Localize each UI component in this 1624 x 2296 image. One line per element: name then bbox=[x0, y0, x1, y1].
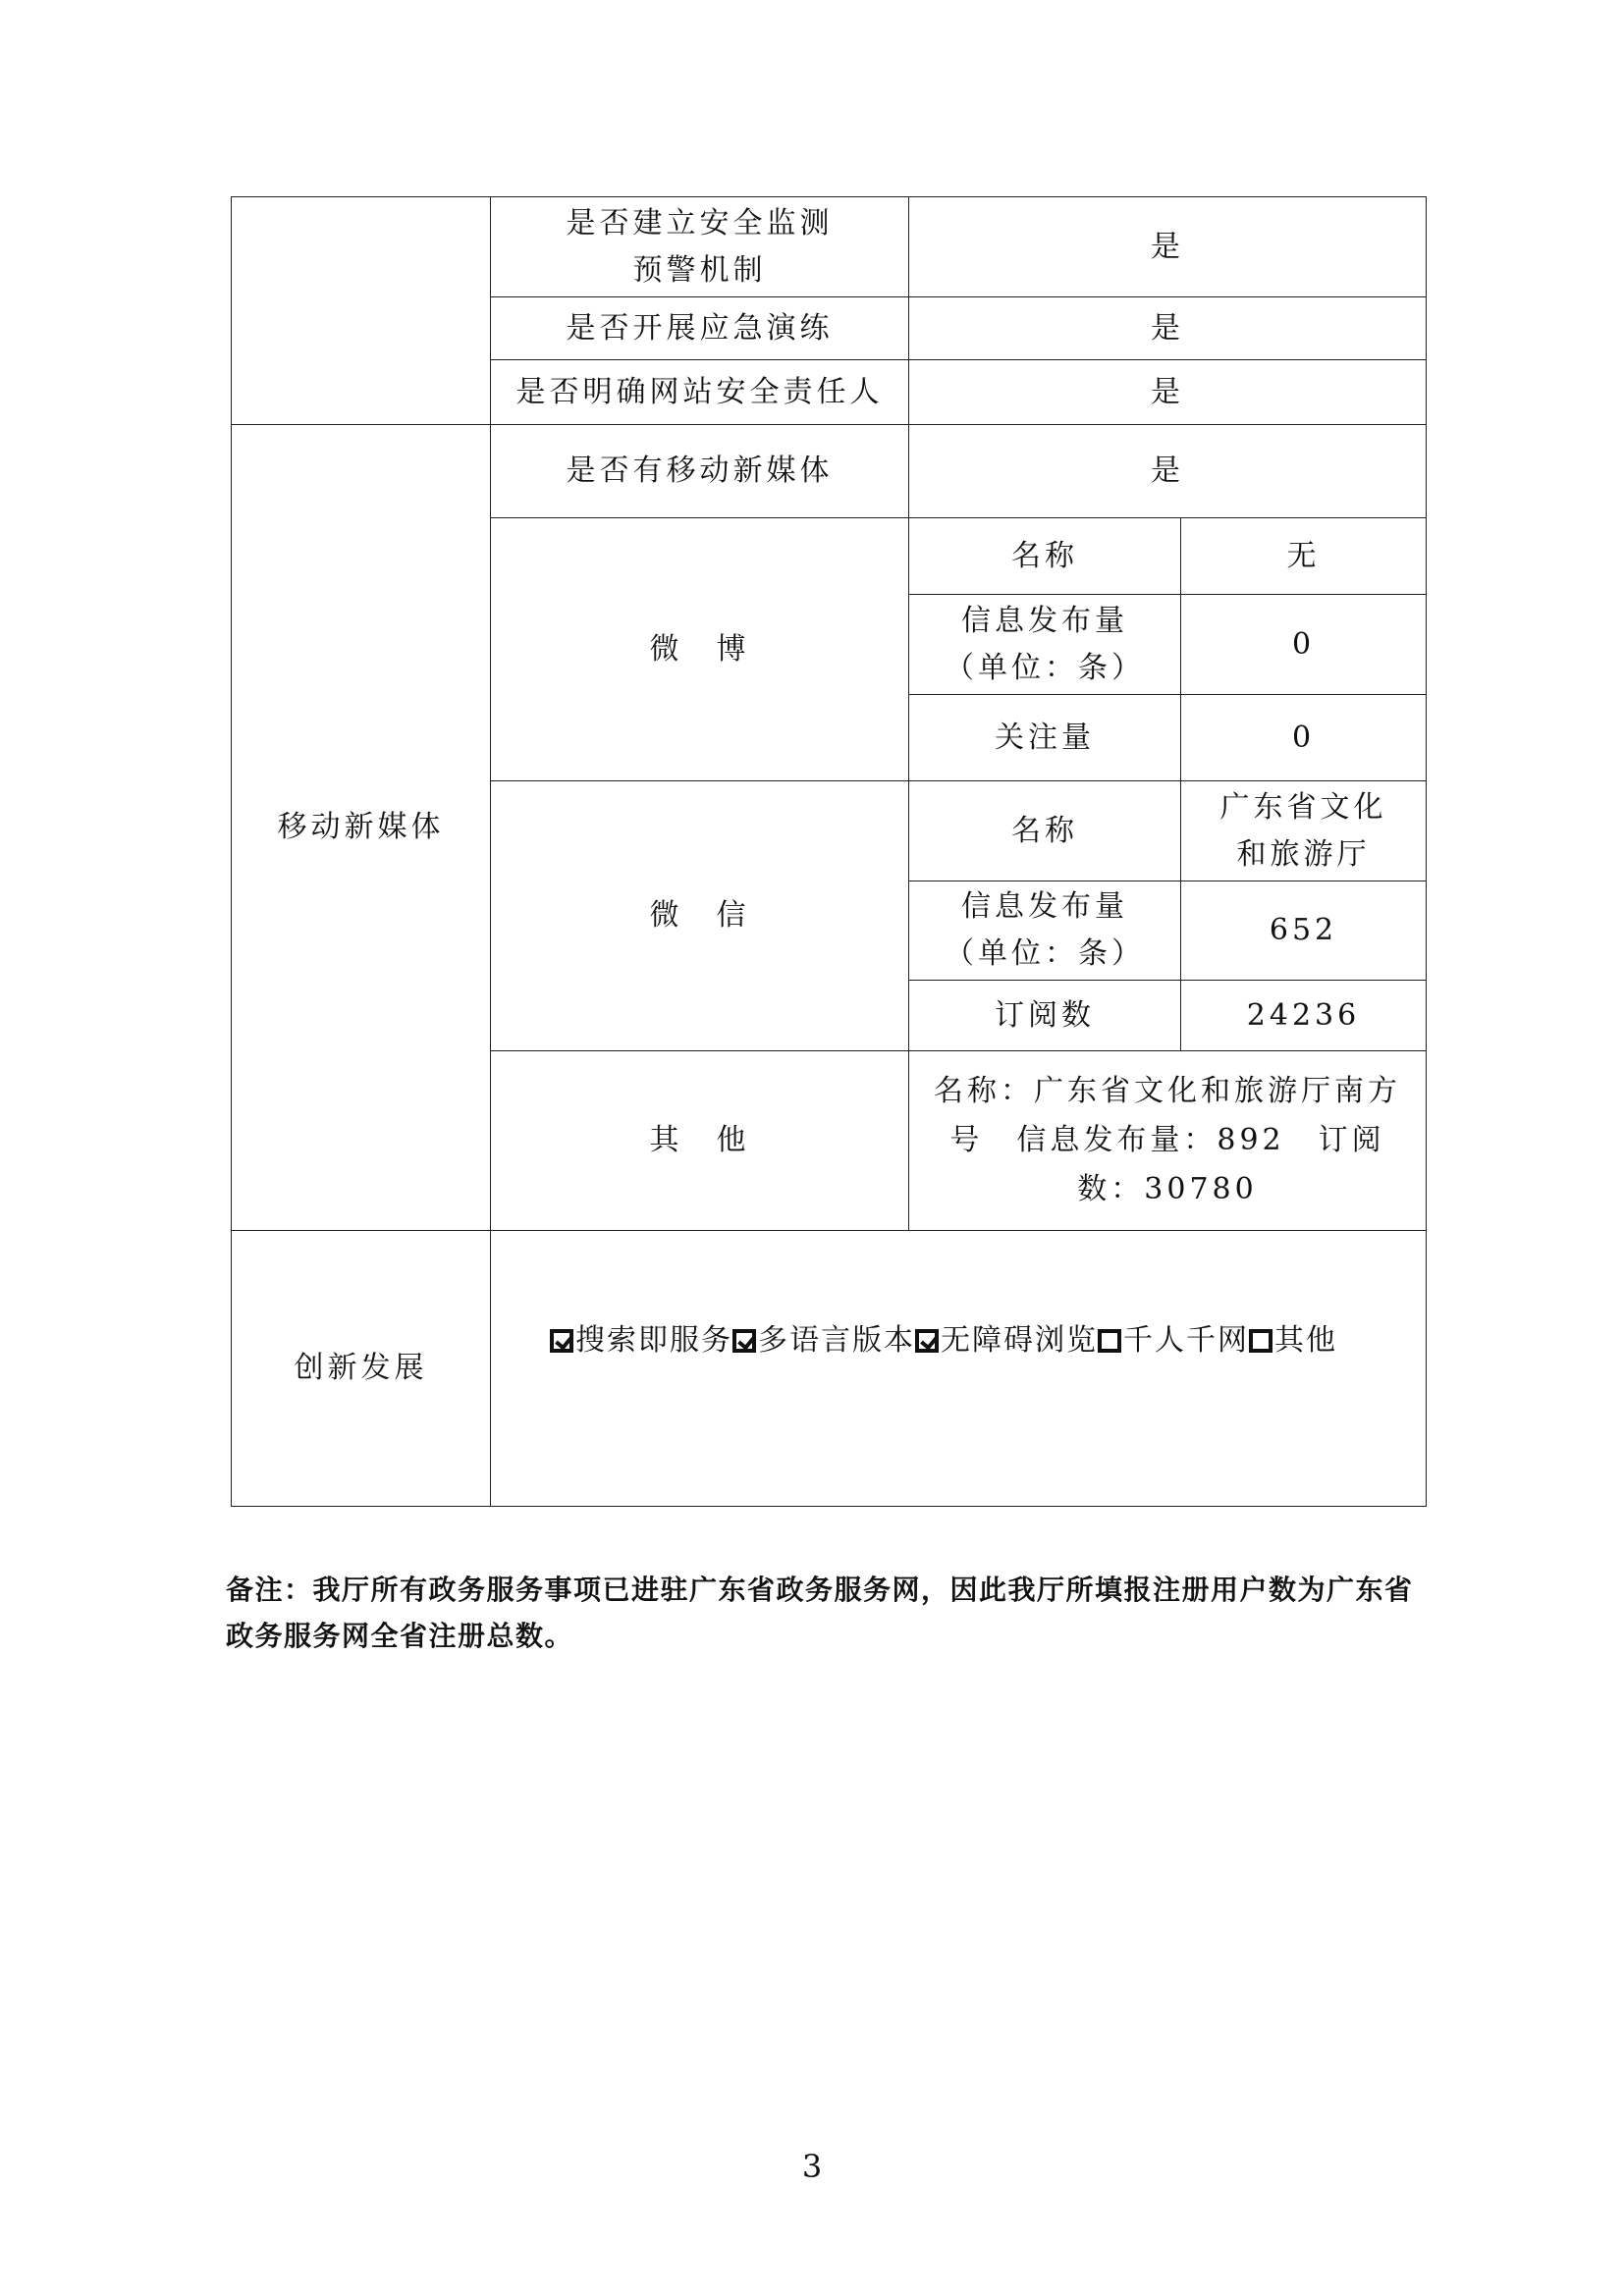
wechat-subscribers-value: 24236 bbox=[1181, 981, 1427, 1051]
checkbox-checked-icon[interactable] bbox=[915, 1329, 939, 1353]
row-label: 是否明确网站安全责任人 bbox=[491, 360, 909, 425]
innovation-section-label: 创新发展 bbox=[232, 1231, 491, 1507]
other-value: 名称：广东省文化和旅游厅南方号 信息发布量：892 订阅数：30780 bbox=[909, 1051, 1427, 1231]
weibo-posts-value: 0 bbox=[1181, 595, 1427, 695]
option-accessibility[interactable] bbox=[915, 1323, 1098, 1358]
checkbox-unchecked-icon[interactable] bbox=[1249, 1329, 1272, 1353]
option-search-as-service[interactable] bbox=[550, 1323, 732, 1358]
row-label: 是否开展应急演练 bbox=[491, 297, 909, 360]
weibo-posts-label: 信息发布量（单位：条） bbox=[909, 595, 1181, 695]
row-value: 是 bbox=[909, 297, 1427, 360]
weibo-label: 微 博 bbox=[491, 518, 909, 781]
table-row bbox=[232, 425, 1427, 518]
wechat-posts-value: 652 bbox=[1181, 881, 1427, 981]
innovation-options bbox=[491, 1231, 1427, 1507]
checkbox-checked-icon[interactable] bbox=[732, 1329, 756, 1353]
checkbox-checked-icon[interactable] bbox=[550, 1329, 573, 1353]
option-label: 其他 bbox=[1274, 1323, 1337, 1358]
remarks-note: 备注：我厅所有政务服务事项已进驻广东省政务服务网，因此我厅所填报注册用户数为广东省政务服务网全省注册总数。 bbox=[226, 1574, 1414, 1652]
wechat-label: 微 信 bbox=[491, 781, 909, 1051]
weibo-name-label: 名称 bbox=[909, 518, 1181, 595]
report-table bbox=[231, 196, 1427, 1507]
table-row bbox=[232, 1231, 1427, 1507]
option-multilingual[interactable] bbox=[732, 1323, 915, 1358]
checkbox-unchecked-icon[interactable] bbox=[1098, 1329, 1121, 1353]
weibo-followers-value: 0 bbox=[1181, 695, 1427, 781]
security-section-cell bbox=[232, 197, 491, 425]
option-other[interactable] bbox=[1249, 1323, 1337, 1358]
row-label: 是否有移动新媒体 bbox=[491, 425, 909, 518]
option-label: 多语言版本 bbox=[758, 1323, 915, 1358]
wechat-name-label: 名称 bbox=[909, 781, 1181, 881]
weibo-followers-label: 关注量 bbox=[909, 695, 1181, 781]
other-label: 其 他 bbox=[491, 1051, 909, 1231]
option-label: 无障碍浏览 bbox=[941, 1323, 1098, 1358]
option-label: 搜索即服务 bbox=[575, 1323, 732, 1358]
wechat-name-value: 广东省文化和旅游厅 bbox=[1181, 781, 1427, 881]
table-row bbox=[232, 197, 1427, 297]
row-value: 是 bbox=[909, 360, 1427, 425]
row-value: 是 bbox=[909, 197, 1427, 297]
mobile-media-section-label: 移动新媒体 bbox=[232, 425, 491, 1231]
option-personalized[interactable] bbox=[1098, 1323, 1249, 1358]
wechat-posts-label: 信息发布量（单位：条） bbox=[909, 881, 1181, 981]
option-label: 千人千网 bbox=[1123, 1323, 1249, 1358]
row-value: 是 bbox=[909, 425, 1427, 518]
wechat-subscribers-label: 订阅数 bbox=[909, 981, 1181, 1051]
weibo-name-value: 无 bbox=[1181, 518, 1427, 595]
row-label: 是否建立安全监测预警机制 bbox=[491, 197, 909, 297]
page-number: 3 bbox=[801, 2148, 823, 2185]
